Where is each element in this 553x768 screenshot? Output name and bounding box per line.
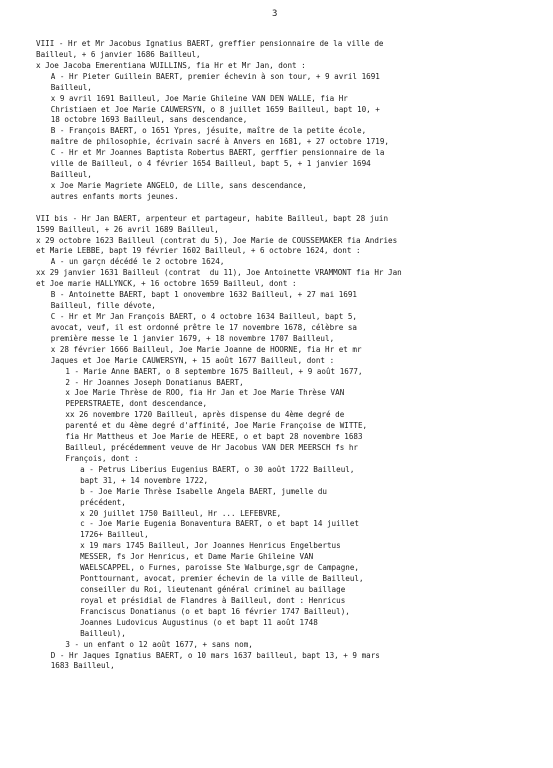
text-line: x 29 octobre 1623 Bailleul (contrat du 5), Joe Marie de COUSSEMAKER fia Andries: [36, 235, 398, 245]
text-line: VIII - Hr et Mr Jacobus Ignatius BAERT, greffier pensionnaire de la ville de: [36, 39, 384, 48]
text-line: x Joe Jacoba Emerentiana WUILLINS, fia Hr et Mr Jan, dont :: [36, 60, 306, 70]
text-line: royal et présidial de Flandres à Bailleul, dont : Henricus: [80, 595, 346, 605]
text-line: conseiller du Roi, lieutenant général criminel au baillage: [80, 585, 346, 594]
text-line: Joannes Ludovicus Augustinus (o et bapt 11 août 1748: [80, 617, 318, 627]
text-line: a - Petrus Liberius Eugenius BAERT, o 30 août 1722 Bailleul,: [80, 464, 355, 474]
text-line: xx 29 janvier 1631 Bailleul (contrat du 11), Joe Antoinette VRAMMONT fia Hr Jan: [36, 268, 402, 278]
text-line: Bailleul, fille dévote,: [50, 301, 156, 311]
text-line: 1726+ Bailleul,: [80, 530, 149, 540]
text-line: PEPERSTRAETE, dont descendance,: [65, 399, 208, 409]
text-line: 1599 Bailleul, + 26 avril 1689 Bailleul,: [36, 224, 219, 234]
text-line: 18 octobre 1693 Bailleul, sans descendance,: [50, 115, 248, 125]
text-line: 2 - Hr Joannes Joseph Donatianus BAERT,: [65, 377, 244, 387]
text-line: 1683 Bailleul,: [50, 661, 115, 671]
text-line: c - Joe Marie Eugenia Bonaventura BAERT, o et bapt 14 juillet: [80, 519, 359, 529]
text-line: 3 - un enfant o 12 août 1677, + sans nom,: [65, 639, 253, 649]
text-line: D - Hr Jaques Ignatius BAERT, o 10 mars 1637 bailleul, bapt 13, + 9 mars: [50, 650, 380, 660]
text-line: C - Hr et Mr Joannes Baptista Robertus BAERT, gerffier pensionnaire de la: [50, 148, 385, 158]
text-line: et Marie LEBBE, bapt 19 février 1602 Bailleul, + 6 octobre 1624, dont :: [36, 246, 361, 256]
page-number: 3: [272, 9, 278, 19]
text-line: VII bis - Hr Jan BAERT, arpenteur et partageur, habite Bailleul, bapt 28 juin: [36, 213, 389, 223]
text-line: maître de philosophie, écrivain sacré à Anvers en 1681, + 27 octobre 1719,: [50, 137, 390, 147]
text-line: B - François BAERT, o 1651 Ypres, jésuite, maître de la petite école,: [50, 126, 367, 136]
text-line: x Joe Marie Thrèse de ROO, fia Hr Jan et Joe Marie Thrèse VAN: [65, 388, 345, 398]
text-line: B - Antoinette BAERT, bapt 1 onovembre 1632 Bailleul, + 27 mai 1691: [50, 290, 357, 300]
text-line: bapt 31, + 14 novembre 1722,: [80, 475, 209, 485]
text-line: précédent,: [80, 497, 126, 507]
text-line: x Joe Marie Magriete ANGELO, de Lille, sans descendance,: [50, 180, 307, 190]
text-line: C - Hr et Mr Jan François BAERT, o 4 octobre 1634 Bailleul, bapt 5,: [50, 312, 357, 321]
text-line: ville de Bailleul, o 4 février 1654 Bailleul, bapt 5, + 1 janvier 1694: [50, 159, 371, 169]
text-line: Bailleul),: [80, 628, 126, 638]
text-line: Bailleul, précédemment veuve de Hr Jacobus VAN DER MEERSCH fs hr: [65, 443, 358, 453]
text-line: et Joe marie HALLYNCK, + 16 octobre 1659 Bailleul, dont :: [36, 279, 297, 289]
text-line: x 20 juillet 1750 Bailleul, Hr ... LEFEBVRE,: [80, 508, 282, 518]
text-line: Bailleul, + 6 janvier 1686 Bailleul,: [36, 49, 201, 59]
text-line: b - Joe Marie Thrèse Isabelle Angela BAERT, jumelle du: [80, 486, 327, 496]
text-line: x 28 février 1666 Bailleul, Joe Marie Joanne de HOORNE, fia Hr et mr: [50, 344, 362, 354]
text-line: avocat, veuf, il est ordonné prêtre le 17 novembre 1678, célèbre sa: [50, 322, 357, 332]
text-line: WAELSCAPPEL, o Furnes, paroisse Ste Walburge,sgr de Campagne,: [80, 563, 359, 573]
text-line: x 9 avril 1691 Bailleul, Joe Marie Ghileine VAN DEN WALLE, fia Hr: [50, 93, 348, 103]
text-line: A - un garçn décédé le 2 octobre 1624,: [50, 257, 225, 267]
text-line: Christiaen et Joe Marie CAUWERSYN, o 8 juillet 1659 Bailleul, bapt 10, +: [50, 104, 380, 114]
text-line: Ponttournant, avocat, premier échevin de la ville de Bailleul,: [80, 574, 364, 584]
text-line: A - Hr Pieter Guillein BAERT, premier échevin à son tour, + 9 avril 1691: [50, 71, 380, 81]
text-line: Jaques et Joe Marie CAUWERSYN, + 15 août 1677 Bailleul, dont :: [50, 355, 335, 365]
text-line: Bailleul,: [50, 170, 92, 180]
text-line: x 19 mars 1745 Bailleul, Jor Joannes Henricus Engelbertus: [80, 541, 341, 551]
text-line: parenté et du 4ème degré d'affinité, Joe Marie Françoise de WITTE,: [65, 421, 368, 431]
text-line: xx 26 novembre 1720 Bailleul, après dispense du 4ème degré de: [65, 410, 345, 420]
text-line: fia Hr Mattheus et Joe Marie de HEERE, o et bapt 28 novembre 1683: [65, 432, 363, 442]
text-line: MESSER, fs Jor Henricus, et Dame Marie Ghileine VAN: [80, 552, 314, 562]
text-line: autres enfants morts jeunes.: [50, 191, 179, 201]
text-line: Franciscus Donatianus (o et bapt 16 février 1747 Bailleul),: [80, 606, 350, 616]
text-line: première messe le 1 janvier 1679, + 18 novembre 1707 Bailleul,: [50, 333, 335, 343]
text-line: 1 - Marie Anne BAERT, o 8 septembre 1675 Bailleul, + 9 août 1677,: [65, 366, 363, 376]
text-line: Bailleul,: [50, 82, 92, 92]
text-line: François, dont :: [65, 453, 139, 463]
